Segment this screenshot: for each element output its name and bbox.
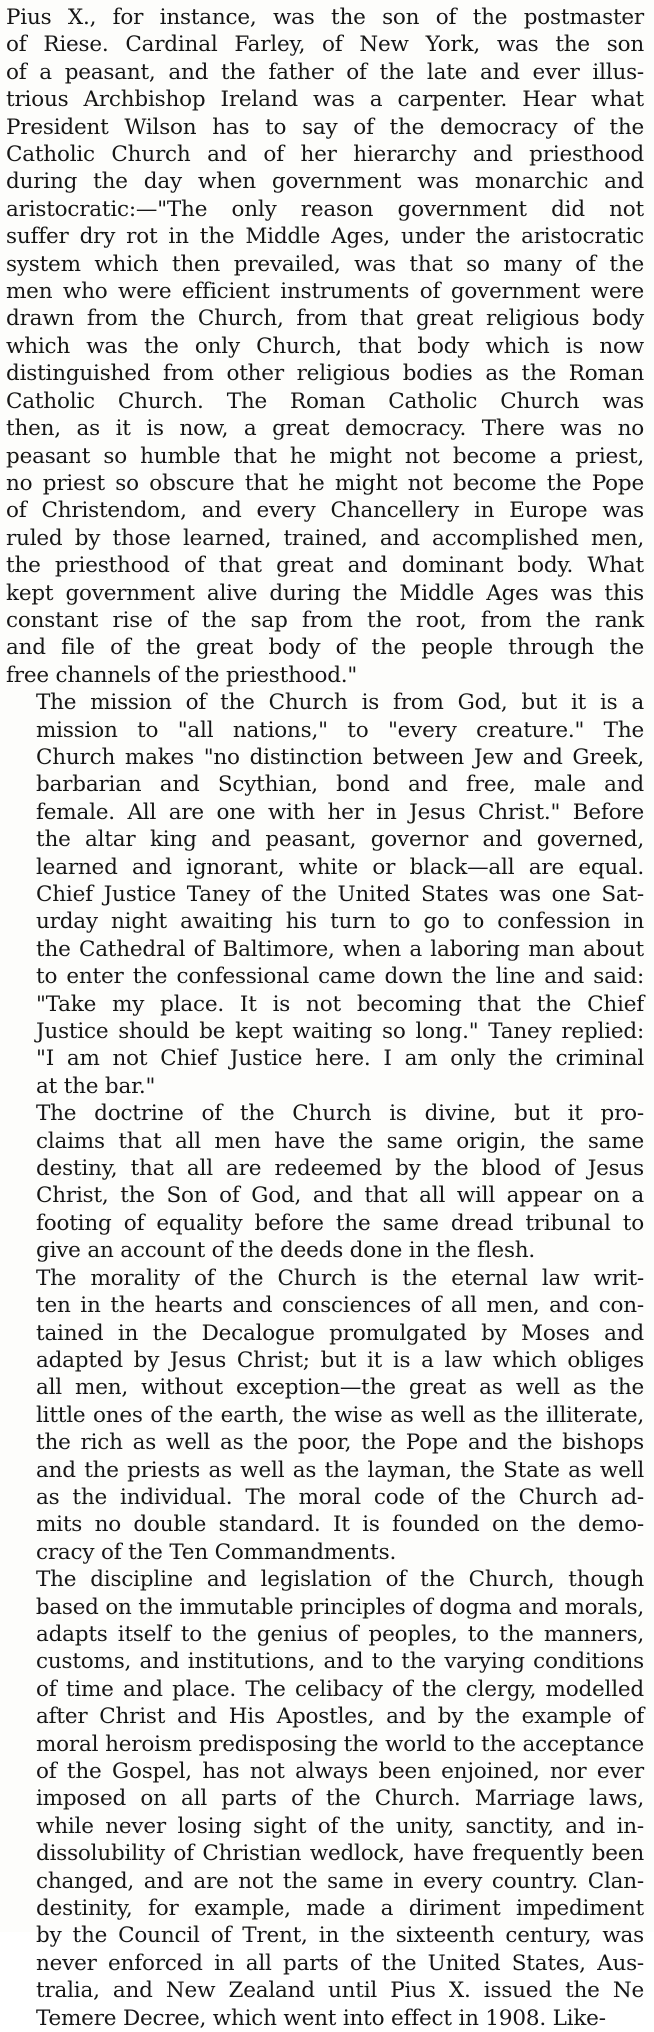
text-line: the priesthood of that great and dominant body. What [6,553,644,579]
text-line: Temere Decree, which went into effect in 1908. Like- [36,2005,606,2031]
text-line: adapted by Jesus Christ; but it is a law which obliges [36,1347,644,1373]
text-line: after Christ and His Apostles, and by the example of [36,1704,644,1730]
paragraph [6,4,644,689]
text-line: The morality of the Church is the eternal law writ- [36,1265,644,1291]
text-line: of Riese. Cardinal Farley, of New York, was the son [6,32,644,58]
text-line: free channels of the priesthood." [6,662,358,688]
text-line: tralia, and New Zealand until Pius X. issued the Ne [36,1978,644,2004]
text-line: based on the immutable principles of dogma and morals, [35,1594,644,1620]
text-line: kept government alive during the Middle Ages was this [6,580,644,606]
text-line: barbarian and Scythian, bond and free, male and [36,772,644,798]
text-line: men who were efficient instruments of government were [6,279,644,305]
text-line: cracy of the Ten Commandments. [36,1539,397,1565]
text-line: Catholic Church. The Roman Catholic Church was [6,388,644,414]
text-line: moral heroism predisposing the world to the acceptance [36,1731,644,1757]
text-line: the Cathedral of Baltimore, when a laboring man about [36,936,644,962]
text-line: of time and place. The celibacy of the clergy, modelled [36,1676,644,1702]
text-line: distinguished from other religious bodies as the Roman [6,361,644,387]
paragraph [6,689,644,1100]
text-line: tained in the Decalogue promulgated by Moses and [36,1320,644,1346]
text-line: and the priests as well as the layman, the State as well [36,1457,644,1483]
text-line: at the bar." [36,1073,156,1099]
paragraph [6,1100,644,1264]
text-line: ruled by those learned, trained, and accomplished men, [6,525,644,551]
text-line: The discipline and legislation of the Church, though [36,1567,644,1593]
text-line: Pius X., for instance, was the son of the postmaster [6,5,644,30]
text-line: the rich as well as the poor, the Pope and the bishops [36,1430,644,1456]
text-line: adapts itself to the genius of peoples, to the manners, [36,1621,644,1647]
text-line: which was the only Church, that body which is now [6,333,644,359]
text-line: claims that all men have the same origin, the same [36,1128,644,1154]
text-line: Justice should be kept waiting so long." Taney replied: [36,1019,644,1045]
text-line: President Wilson has to say of the democracy of the [6,114,644,140]
text-line: by the Council of Trent, in the sixteenth century, was [36,1923,644,1949]
text-line: dissolubility of Christian wedlock, have frequently been [36,1841,644,1867]
text-line: mission to "all nations," to "every creature." The [36,717,644,743]
text-line: urday night awaiting his turn to go to confession in [36,909,644,935]
text-line: destinity, for example, made a diriment impediment [36,1896,644,1922]
text-line: imposed on all parts of the Church. Marriage laws, [36,1786,644,1812]
text-line: mits no double standard. It is founded on the demo- [36,1512,644,1538]
text-line: "I am not Chief Justice here. I am only the criminal [36,1046,644,1072]
text-line: no priest so obscure that he might not become the Pope [6,470,644,496]
text-line: system which then prevailed, was that so many of the [6,251,644,277]
text-line: of a peasant, and the father of the late and ever illus- [6,59,644,85]
text-line: customs, and institutions, and to the varying conditions [36,1649,644,1675]
text-line: peasant so humble that he might not become a priest, [6,443,644,469]
text-line: female. All are one with her in Jesus Christ." Before [36,799,644,825]
text-line: all men, without exception—the great as well as the [36,1375,644,1401]
text-line: The mission of the Church is from God, but it is a [36,690,644,716]
text-line: Catholic Church and of her hierarchy and priesthood [6,142,644,168]
text-line: give an account of the deeds done in the flesh. [36,1238,536,1264]
text-line: little ones of the earth, the wise as well as the illiterate, [36,1402,644,1428]
text-line: the altar king and peasant, governor and governed, [36,827,644,853]
text-line: "Take my place. It is not becoming that the Chief [36,991,644,1017]
text-line: Church makes "no distinction between Jew and Greek, [36,744,644,770]
text-line: changed, and are not the same in every country. Clan- [36,1868,644,1894]
text-line: constant rise of the sap from the root, from the rank [6,607,644,633]
text-line: Chief Justice Taney of the United States was one Sat- [36,882,644,907]
text-line: of Christendom, and every Chancellery in Europe was [6,498,644,524]
text-line: never enforced in all parts of the United States, Aus- [36,1950,644,1976]
text-line: The doctrine of the Church is divine, but it pro- [36,1101,644,1127]
paragraph [6,1566,644,2032]
text-line: aristocratic:—"The only reason government did not [6,196,644,222]
text-line: as the individual. The moral code of the Church ad- [36,1484,644,1510]
text-line: during the day when government was monarchic and [6,169,644,195]
text-line: ten in the hearts and consciences of all men, and con- [36,1293,644,1319]
text-line: of the Gospel, has not always been enjoined, nor ever [36,1759,644,1784]
text-line: while never losing sight of the unity, sanctity, and in- [36,1813,644,1839]
text-line: and file of the great body of the people through the [6,635,644,661]
text-line: to enter the confessional came down the line and said: [36,964,644,990]
text-line: trious Archbishop Ireland was a carpenter. Hear what [6,87,644,113]
text-line: drawn from the Church, from that great religious body [6,306,644,332]
text-line: destiny, that all are redeemed by the blood of Jesus [36,1156,644,1182]
text-line: suffer dry rot in the Middle Ages, under the aristocratic [6,224,644,250]
text-line: then, as it is now, a great democracy. There was no [6,416,644,442]
paragraph [6,1265,644,1566]
article-body [6,4,644,2032]
text-line: Christ, the Son of God, and that all will appear on a [36,1183,644,1209]
text-line: learned and ignorant, white or black—all are equal. [36,854,644,880]
text-line: footing of equality before the same dread tribunal to [36,1210,644,1236]
